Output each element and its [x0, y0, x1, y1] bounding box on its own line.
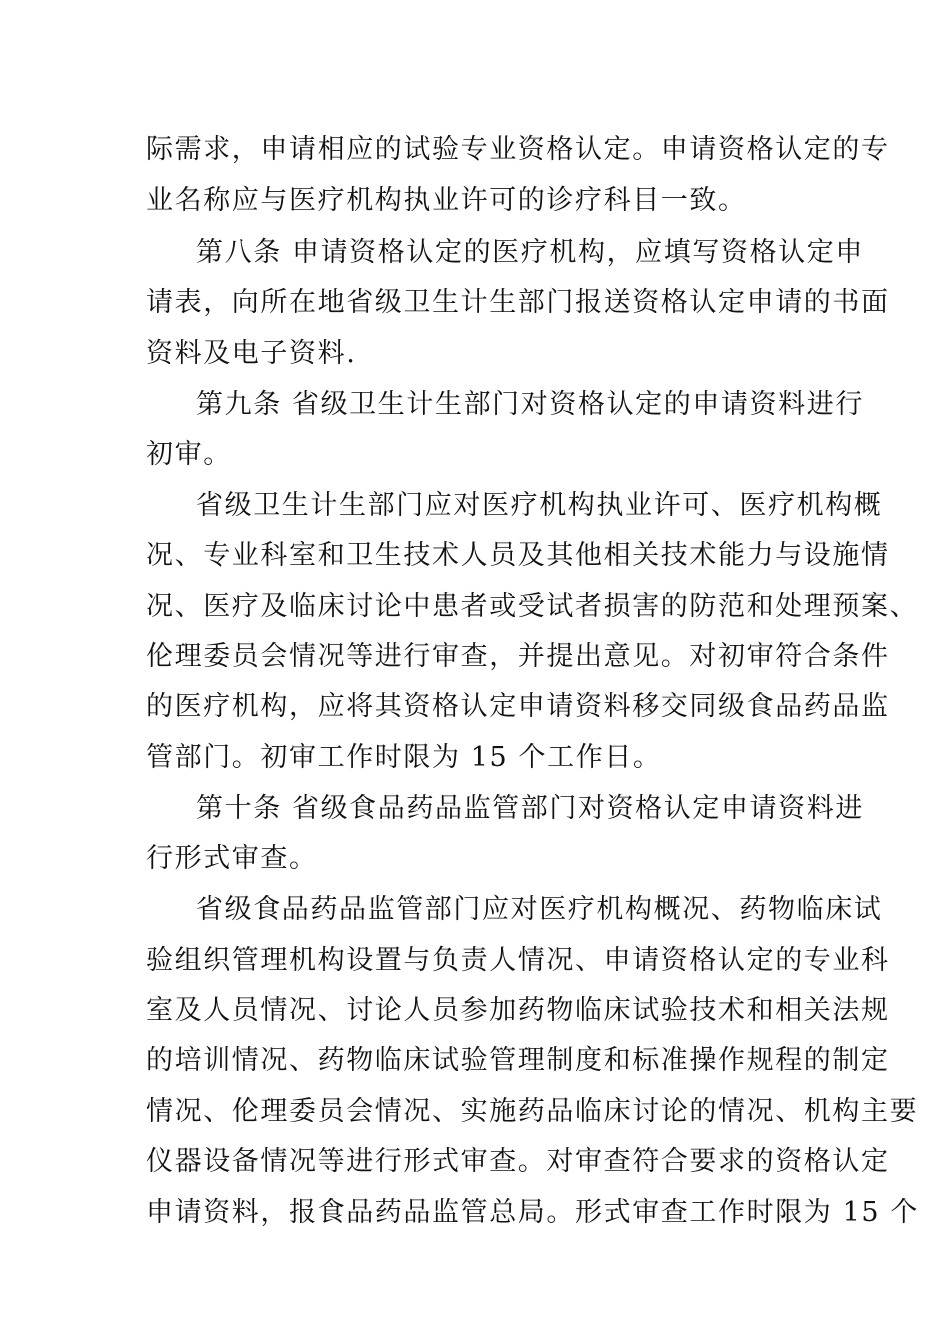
- text-line: 请表，向所在地省级卫生计生部门报送资格认定申请的书面: [146, 287, 890, 318]
- article-10-heading-line: 第十条 省级食品药品监管部门对资格认定申请资料进: [196, 793, 864, 824]
- text-line: 况、专业科室和卫生技术人员及其他相关技术能力与设施情: [146, 540, 890, 571]
- text-line: 的医疗机构，应将其资格认定申请资料移交同级食品药品监: [146, 691, 890, 722]
- article-9-heading-line: 第九条 省级卫生计生部门对资格认定的申请资料进行: [196, 389, 864, 420]
- paragraph-first-line: 省级卫生计生部门应对医疗机构执业许可、医疗机构概: [196, 490, 883, 521]
- text-line: 资料及电子资料.: [146, 338, 357, 369]
- paragraph-first-line: 省级食品药品监管部门应对医疗机构概况、药物临床试: [196, 894, 883, 925]
- text-line: 仪器设备情况等进行形式审查。对审查符合要求的资格认定: [146, 1146, 890, 1177]
- text-line: 情况、伦理委员会情况、实施药品临床讨论的情况、机构主要: [146, 1096, 919, 1127]
- text-line: 际需求，申请相应的试验专业资格认定。申请资格认定的专: [146, 134, 890, 165]
- text-line: 申请资料，报食品药品监管总局。形式审查工作时限为 15 个: [146, 1197, 919, 1228]
- text-line: 况、医疗及临床讨论中患者或受试者损害的防范和处理预案、: [146, 591, 919, 622]
- text-line: 伦理委员会情况等进行审查，并提出意见。对初审符合条件: [146, 641, 890, 672]
- text-line: 业名称应与医疗机构执业许可的诊疗科目一致。: [146, 185, 747, 216]
- text-line: 的培训情况、药物临床试验管理制度和标准操作规程的制定: [146, 1045, 890, 1076]
- article-8-heading-line: 第八条 申请资格认定的医疗机构，应填写资格认定申: [196, 237, 864, 268]
- text-line: 行形式审查。: [146, 843, 318, 874]
- text-line: 初审。: [146, 439, 232, 470]
- text-line: 管部门。初审工作时限为 15 个工作日。: [146, 742, 662, 773]
- text-line: 验组织管理机构设置与负责人情况、申请资格认定的专业科: [146, 945, 890, 976]
- text-line: 室及人员情况、讨论人员参加药物临床试验技术和相关法规: [146, 995, 890, 1026]
